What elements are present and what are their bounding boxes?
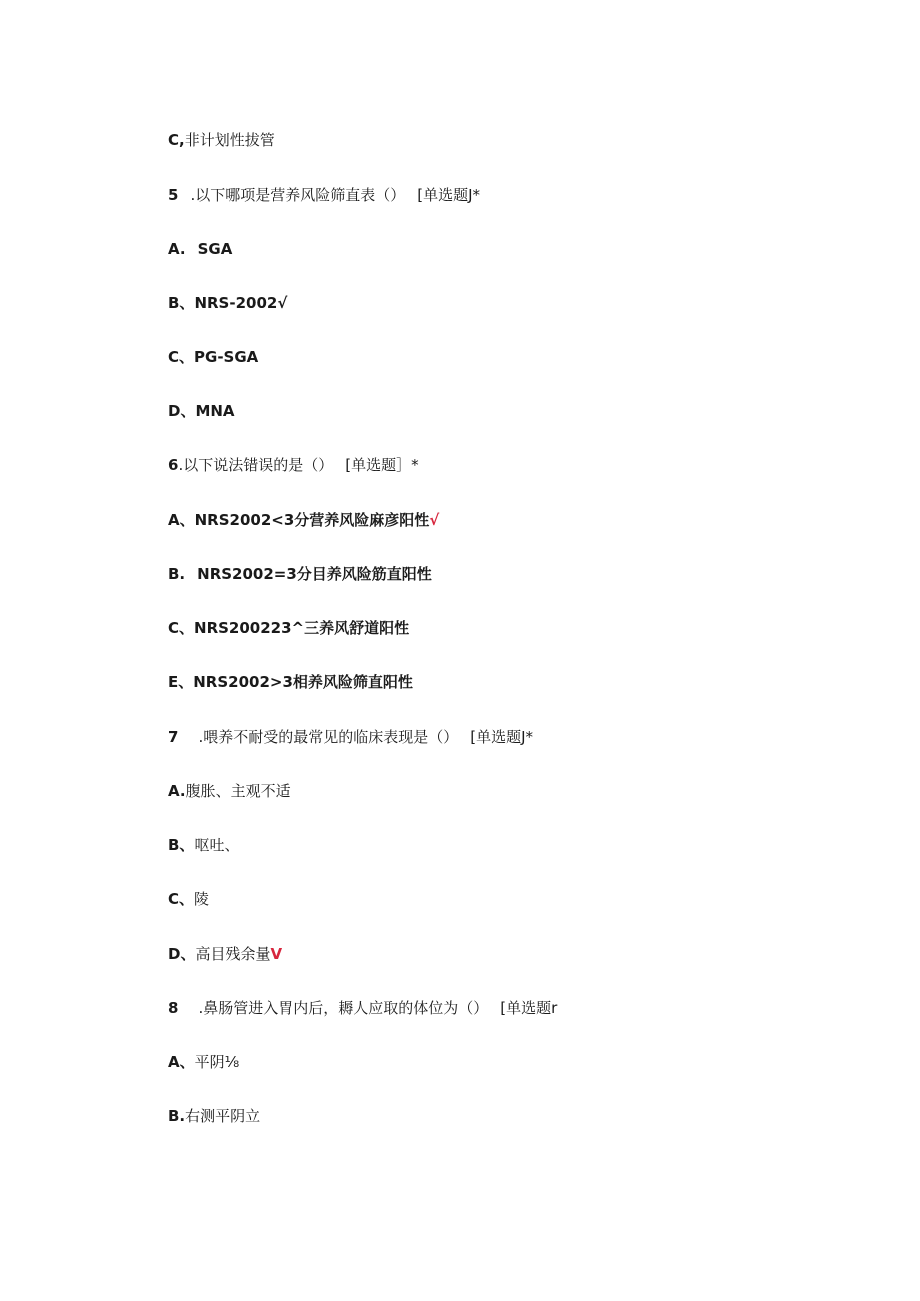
correct-mark: V	[270, 945, 283, 963]
option-e-line	[168, 672, 413, 692]
option-label: A、	[168, 1053, 195, 1071]
option-a-line	[168, 239, 232, 259]
option-label: C、	[168, 890, 195, 908]
option-c-line	[168, 130, 275, 150]
option-c-line	[168, 889, 209, 909]
option-label: E、	[168, 673, 194, 691]
question-5	[168, 185, 480, 205]
option-text: 右测平阴立	[185, 1107, 261, 1125]
option-b-line	[168, 835, 239, 855]
option-text: PG-SGA	[194, 348, 259, 366]
option-text: NRS2002>3相养风险筛直阳性	[193, 673, 413, 691]
option-a-line	[168, 510, 439, 530]
question-text: .以下哪项是营养风险筛直表（）	[190, 186, 406, 204]
option-text: 非计划性拔管	[184, 131, 275, 149]
option-text: NRS2002<3分营养风险麻彦阳性	[194, 511, 430, 529]
option-label: B、	[168, 294, 195, 312]
option-a-line	[168, 1052, 239, 1072]
question-7	[168, 727, 533, 747]
question-text: .以下说法错误的是（）	[178, 456, 334, 474]
question-8	[168, 998, 557, 1018]
option-c-line	[168, 618, 409, 638]
option-label: A.	[168, 782, 186, 800]
question-number: 6	[168, 456, 179, 474]
question-type-tag: [单选题r	[500, 999, 558, 1017]
option-label: C、	[168, 348, 195, 366]
option-d-line	[168, 944, 282, 964]
option-b-line	[168, 293, 287, 313]
option-c-line	[168, 347, 258, 367]
option-text: 平阴⅛	[194, 1053, 240, 1071]
option-text: 呕吐、	[194, 836, 240, 854]
option-text: NRS-2002√	[194, 294, 288, 312]
option-text: 陵	[194, 890, 210, 908]
question-6	[168, 455, 419, 475]
option-text: NRS2002=3分目养风险筋直阳性	[197, 565, 432, 583]
option-label: B、	[168, 836, 195, 854]
question-type-tag: [单选题J*	[470, 728, 533, 746]
option-label: D、	[168, 402, 196, 420]
option-b-line	[168, 564, 432, 584]
question-type-tag: [单选题J*	[417, 186, 480, 204]
option-text: 高目残余量	[195, 945, 271, 963]
option-text: 腹胀、主观不适	[185, 782, 291, 800]
question-text: .鼻肠管进入胃内后，耨人应取的体位为（）	[198, 999, 489, 1017]
option-label: C,	[168, 131, 185, 149]
question-number: 8	[168, 999, 179, 1017]
option-text: MNA	[195, 402, 235, 420]
question-type-tag: [单选题］*	[345, 456, 419, 474]
option-a-line	[168, 781, 291, 801]
option-text: SGA	[197, 240, 233, 258]
question-text: .喂养不耐受的最常见的临床表现是（）	[198, 728, 459, 746]
option-b-line	[168, 1106, 260, 1126]
correct-mark: √	[429, 511, 440, 529]
option-label: D、	[168, 945, 196, 963]
option-label: B.	[168, 565, 186, 583]
option-label: A、	[168, 511, 195, 529]
option-label: B.	[168, 1107, 186, 1125]
option-label: C、	[168, 619, 195, 637]
option-text: NRS200223^三养风舒道阳性	[194, 619, 410, 637]
question-number: 7	[168, 728, 179, 746]
option-d-line	[168, 401, 235, 421]
question-number: 5	[168, 186, 179, 204]
option-label: A.	[168, 240, 186, 258]
